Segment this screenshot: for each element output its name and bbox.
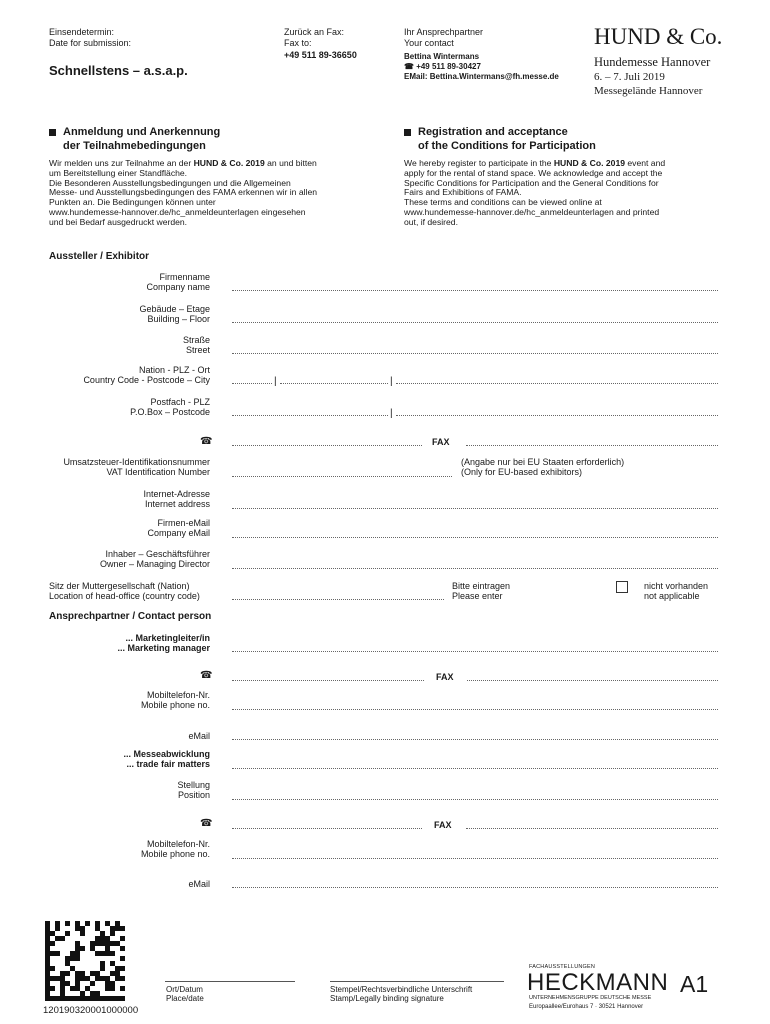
contact-name: Bettina Wintermans	[404, 52, 480, 61]
heckmann-subtitle: UNTERNEHMENSGRUPPE DEUTSCHE MESSE	[529, 995, 652, 1001]
company-email-label: Firmen-eMail Company eMail	[147, 518, 210, 538]
vat-note: (Angabe nur bei EU Staaten erforderlich) (Only for EU-based exhibitors)	[461, 457, 625, 477]
company-email-field[interactable]	[232, 537, 718, 538]
country-code-field[interactable]	[232, 383, 272, 384]
field-separator: |	[274, 376, 277, 387]
asap-deadline: Schnellstens – a.s.a.p.	[49, 63, 188, 78]
marketing-fax-field[interactable]	[467, 680, 718, 681]
fair-email-field[interactable]	[232, 887, 718, 888]
fair-phone-field[interactable]	[232, 828, 422, 829]
postcode-field[interactable]	[280, 383, 388, 384]
conditions-text-de: Wir melden uns zur Teilnahme an der HUND & Co. 2019 an und bitten um Bereitstellung einer Standfläche. Die Besonderen Ausstellungsbedingungen und die Allgemeinen Messe- und Ausstellungsbedingungen des FAMA erkennen wir in allen Punkten an. Die Bedingungen können unter www.hundemesse-hannover.de/hc_anmeldeunterlagen eingesehen und bei Bedarf ausgedruckt werden.	[49, 158, 318, 227]
stamp-signature-label: Stempel/Rechtsverbindliche Unterschrift Stamp/Legally binding signature	[330, 985, 473, 1003]
head-office-label: Sitz der Muttergesellschaft (Nation) Location of head-office (country code)	[49, 581, 200, 601]
form-id: A1	[680, 971, 709, 997]
bullet-square-en	[404, 129, 411, 136]
place-date-line[interactable]	[165, 981, 295, 982]
marketing-phone-field[interactable]	[232, 680, 424, 681]
internet-address-field[interactable]	[232, 508, 718, 509]
company-name-label: Firmenname Company name	[146, 272, 210, 292]
hund-co-logo: HUND & Co.	[594, 24, 723, 49]
event-date: 6. – 7. Juli 2019	[594, 71, 665, 83]
event-venue: Messegelände Hannover	[594, 85, 703, 97]
fair-email-label: eMail	[188, 879, 210, 889]
not-applicable-label: nicht vorhanden not applicable	[644, 581, 709, 601]
nation-postcode-city-label: Nation - PLZ - Ort Country Code - Postcode – City	[83, 365, 210, 385]
form-code-number: 120190320001000000	[43, 1005, 139, 1016]
pobox-postcode-label: Postfach - PLZ P.O.Box – Postcode	[130, 397, 210, 417]
phone-icon: ☎	[200, 436, 213, 447]
position-field[interactable]	[232, 799, 718, 800]
marketing-email-label: eMail	[188, 731, 210, 741]
fax-to-label-en: Fax to:	[284, 38, 312, 48]
company-phone-field[interactable]	[232, 445, 422, 446]
section-title-de-1: Anmeldung und Anerkennung	[63, 126, 221, 138]
submission-label-en: Date for submission:	[49, 38, 132, 48]
owner-director-label: Inhaber – Geschäftsführer Owner – Managing Director	[99, 549, 210, 569]
fax-number: +49 511 89-36650	[284, 50, 357, 60]
pobox-postcode-field[interactable]	[396, 415, 718, 416]
city-field[interactable]	[396, 383, 718, 384]
please-enter-label: Bitte eintragen Please enter	[452, 581, 511, 601]
marketing-mobile-field[interactable]	[232, 709, 718, 710]
fair-matters-label: ... Messeabwicklung ... trade fair matters	[123, 749, 210, 769]
marketing-mobile-label: Mobiltelefon-Nr. Mobile phone no.	[140, 690, 210, 710]
section-title-en-1: Registration and acceptance	[418, 126, 568, 138]
field-separator: |	[390, 408, 393, 419]
fair-matters-field[interactable]	[232, 768, 718, 769]
fax-to-label-de: Zurück an Fax:	[284, 27, 345, 37]
street-label: Straße Street	[182, 335, 210, 355]
heckmann-logo: HECKMANN	[527, 969, 669, 996]
contact-label-en: Your contact	[404, 38, 454, 48]
marketing-email-field[interactable]	[232, 739, 718, 740]
phone-icon: ☎	[200, 670, 213, 681]
fax-label: FAX	[434, 820, 452, 830]
stamp-signature-line[interactable]	[330, 981, 504, 982]
bullet-square-de	[49, 129, 56, 136]
place-date-label: Ort/Datum Place/date	[166, 985, 204, 1003]
fair-mobile-field[interactable]	[232, 858, 718, 859]
exhibitor-heading: Aussteller / Exhibitor	[49, 251, 150, 262]
fair-mobile-label: Mobiltelefon-Nr. Mobile phone no.	[140, 839, 210, 859]
submission-label-de: Einsendetermin:	[49, 27, 115, 37]
heckmann-tagline: FACHAUSSTELLUNGEN	[529, 964, 596, 970]
marketing-manager-field[interactable]	[232, 651, 718, 652]
building-floor-label: Gebäude – Etage Building – Floor	[139, 304, 210, 324]
section-title-de-2: der Teilnahmebedingungen	[63, 140, 206, 152]
contact-phone: ☎ +49 511 89-30427	[404, 62, 481, 71]
company-name-field[interactable]	[232, 290, 718, 291]
conditions-text-en: We hereby register to participate in the HUND & Co. 2019 event and apply for the rental of stand space. We acknowledge and accept the Specific Conditions for Participation and the General Conditions for Fairs and Exhibitions of FAMA. These terms and conditions can be viewed online at www.hundemesse-hannover.de/hc_anmeldeunterlagen and printed out, if desired.	[404, 158, 666, 227]
vat-id-label: Umsatzsteuer-Identifikationsnummer VAT Identification Number	[63, 457, 210, 477]
contact-person-heading: Ansprechpartner / Contact person	[49, 611, 212, 622]
not-applicable-checkbox[interactable]	[616, 581, 628, 593]
internet-address-label: Internet-Adresse Internet address	[143, 489, 210, 509]
datamatrix-code-icon	[45, 921, 125, 1001]
head-office-field[interactable]	[232, 599, 444, 600]
position-label: Stellung Position	[177, 780, 210, 800]
company-fax-field[interactable]	[466, 445, 718, 446]
contact-email: EMail: Bettina.Wintermans@fh.messe.de	[404, 72, 559, 81]
street-field[interactable]	[232, 353, 718, 354]
marketing-manager-label: ... Marketingleiter/in ... Marketing manager	[117, 633, 210, 653]
contact-label-de: Ihr Ansprechpartner	[404, 27, 484, 37]
pobox-field[interactable]	[232, 415, 388, 416]
building-floor-field[interactable]	[232, 322, 718, 323]
vat-id-field[interactable]	[232, 476, 452, 477]
owner-director-field[interactable]	[232, 568, 718, 569]
section-title-en-2: of the Conditions for Participation	[418, 140, 596, 152]
heckmann-address: Europaallee/Eurohaus 7 · 30521 Hannover	[529, 1004, 644, 1010]
field-separator: |	[390, 376, 393, 387]
fair-fax-field[interactable]	[466, 828, 718, 829]
logo-subtitle: Hundemesse Hannover	[594, 55, 711, 69]
fax-label: FAX	[432, 437, 450, 447]
phone-icon: ☎	[200, 818, 213, 829]
fax-label: FAX	[436, 672, 454, 682]
